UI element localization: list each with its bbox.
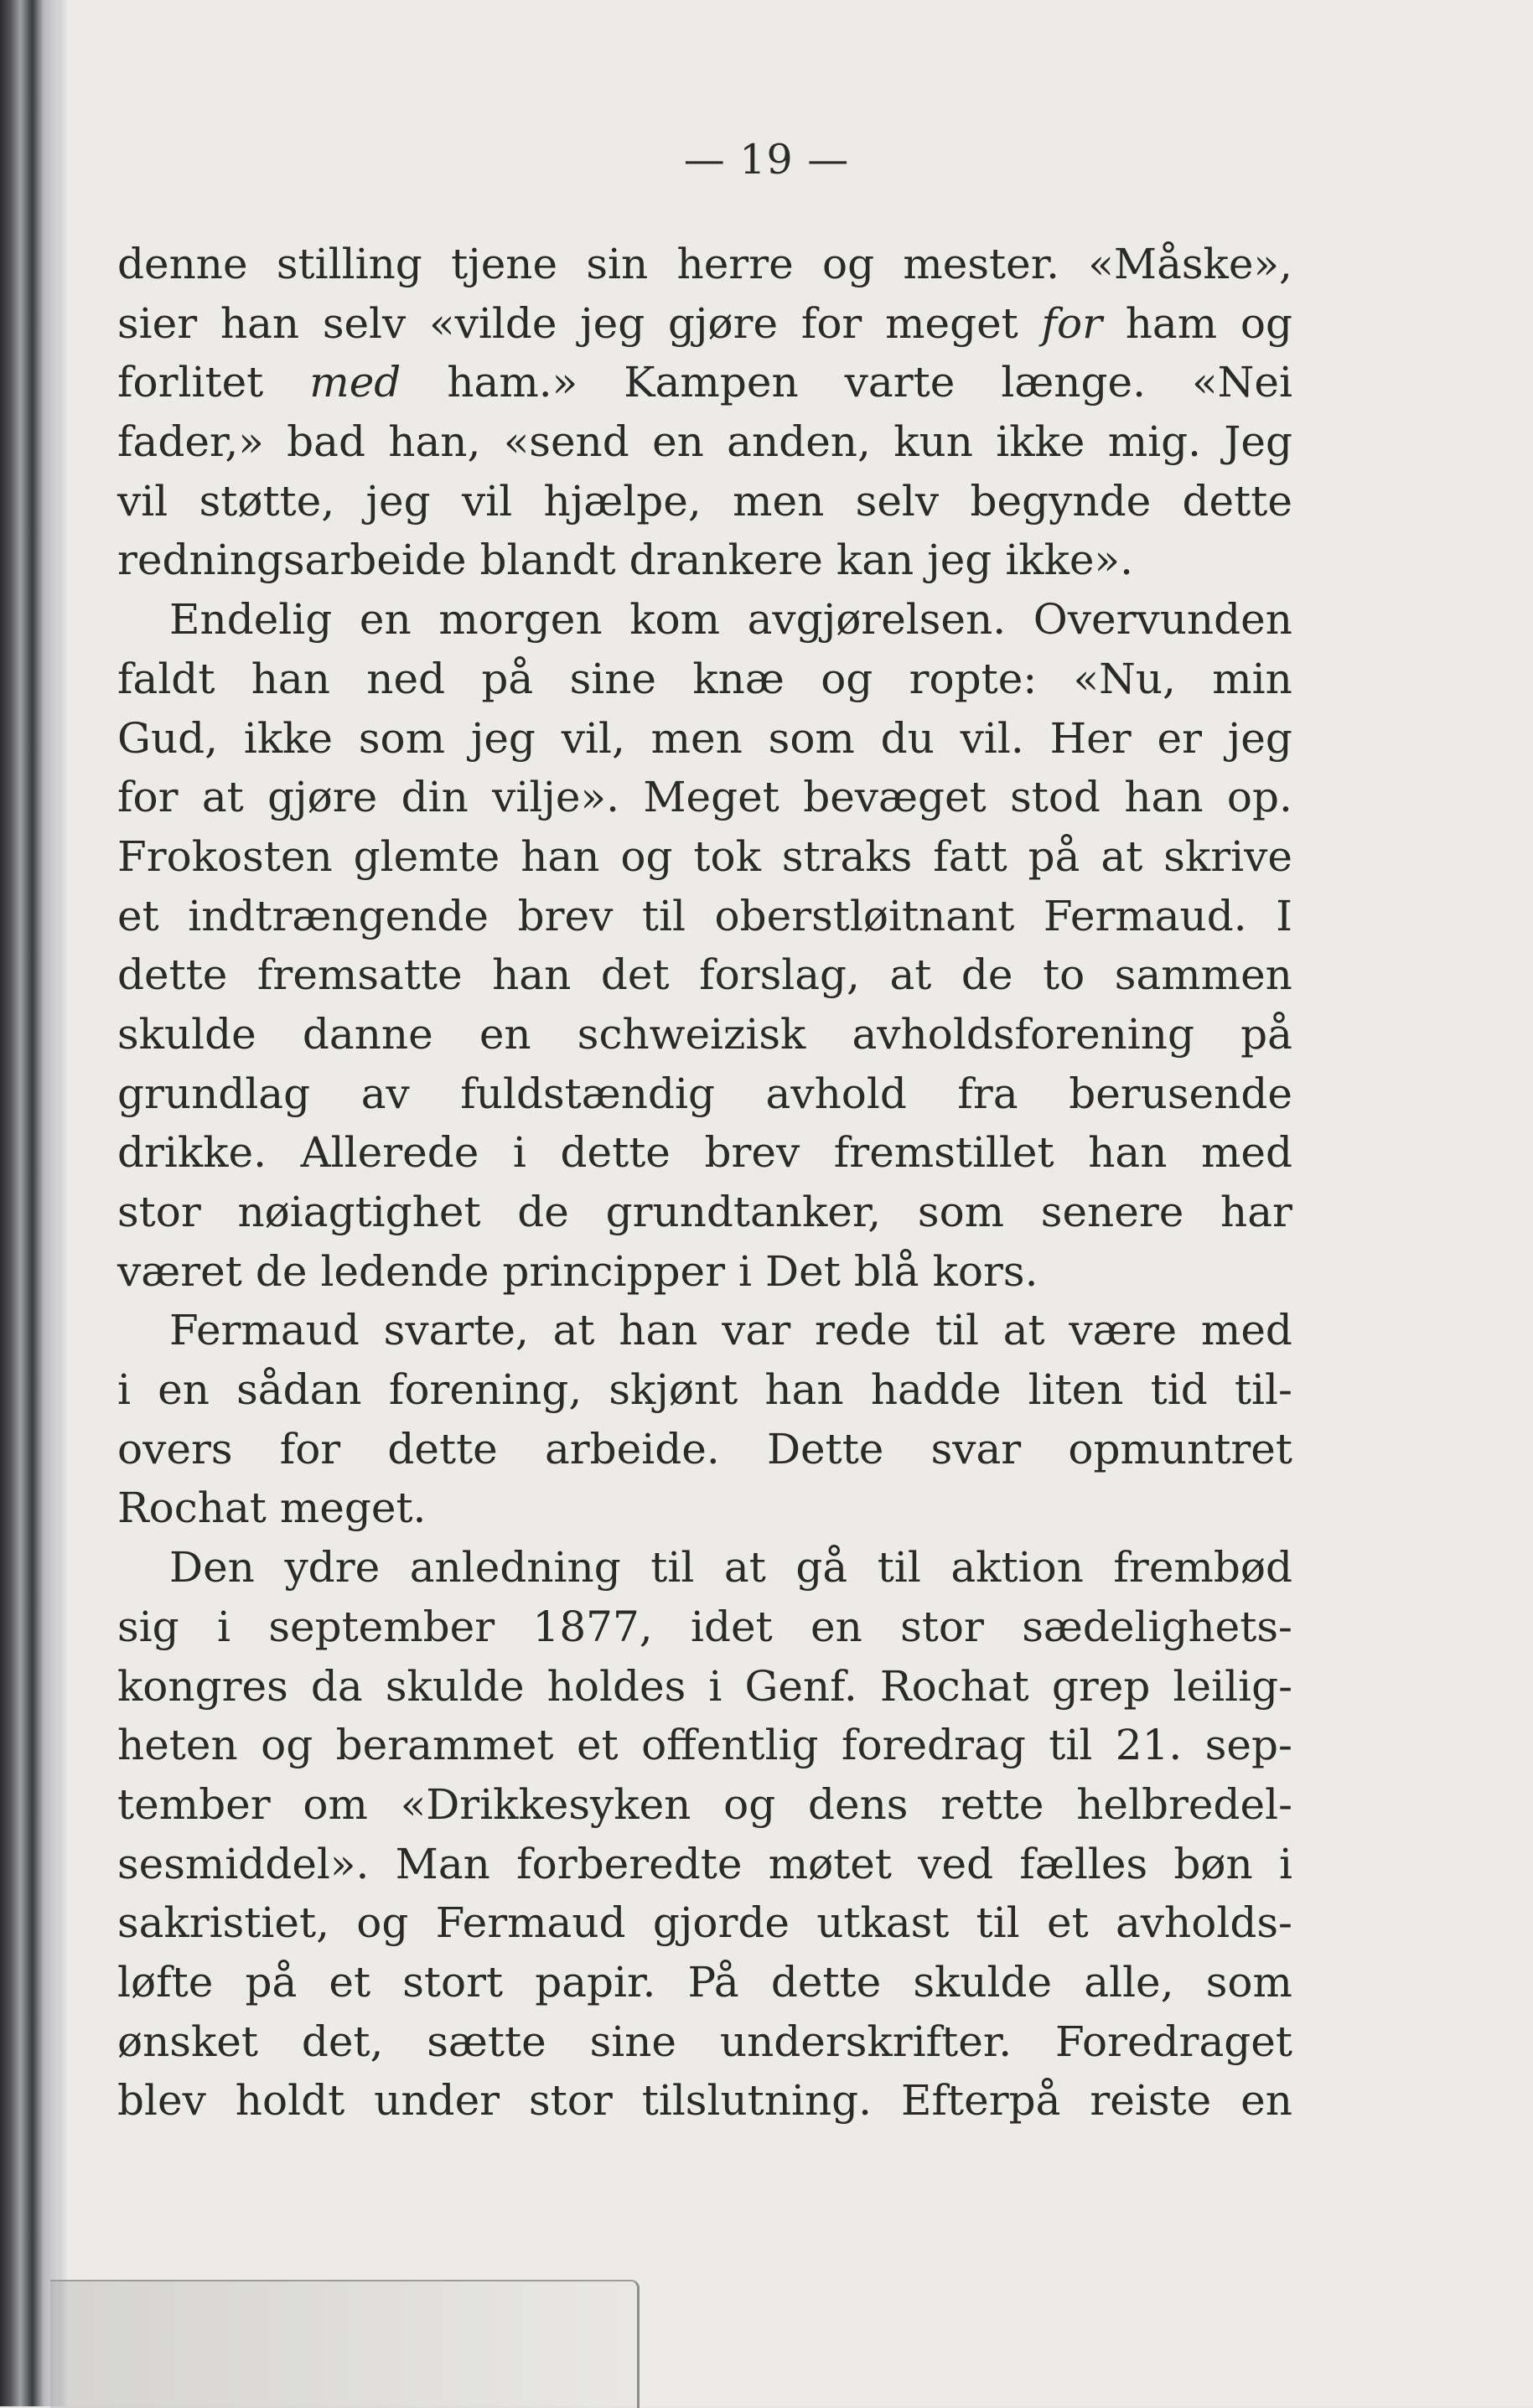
word: avholdsforening — [852, 1009, 1194, 1059]
word: Gud, — [117, 713, 219, 763]
word: mester. — [903, 240, 1060, 288]
word: i — [512, 1128, 526, 1178]
word: hjælpe, — [543, 476, 702, 526]
word: han — [220, 298, 300, 348]
word: ikke». — [1005, 536, 1133, 585]
word: «Drikkesyken — [400, 1779, 691, 1829]
word: frembød — [1113, 1543, 1292, 1592]
text-line — [117, 1775, 1292, 1835]
word: danne — [302, 1009, 433, 1059]
word: gjøre — [267, 773, 378, 822]
word: I — [1276, 891, 1292, 940]
word: tok — [693, 831, 761, 881]
word: han — [251, 654, 330, 703]
word: ikke — [996, 417, 1085, 467]
word: sin — [586, 240, 649, 288]
word: og — [620, 831, 673, 881]
word: principper — [502, 1246, 726, 1296]
word: dette — [770, 1957, 882, 2007]
page-number: — 19 — — [683, 136, 850, 184]
text-line — [117, 1478, 1292, 1538]
word: Den — [169, 1543, 255, 1592]
word: de — [517, 1188, 569, 1236]
text-line — [117, 1420, 1292, 1479]
word: Endelig — [169, 595, 333, 645]
word: skulde — [913, 1957, 1053, 2007]
word: skrive — [1163, 831, 1292, 881]
word: ham.» — [447, 358, 578, 407]
word: mig. — [1107, 417, 1202, 467]
word: at — [1002, 1306, 1045, 1355]
word: fatt — [933, 831, 1007, 881]
text-line — [117, 294, 1292, 354]
word: skjønt — [609, 1365, 738, 1415]
word: Efterpå — [901, 2076, 1061, 2126]
word: skulde — [117, 1009, 256, 1059]
word: de — [255, 1246, 308, 1296]
word: da — [310, 1661, 363, 1711]
word: to — [1043, 950, 1085, 1000]
word: anden, — [727, 417, 871, 467]
word: møtet — [768, 1839, 892, 1888]
text-line — [117, 2012, 1292, 2072]
word: alle, — [1084, 1957, 1174, 2007]
word: blandt — [479, 536, 616, 585]
text-line — [117, 1301, 1292, 1360]
word: stor — [529, 2076, 613, 2126]
word: et — [329, 1957, 371, 2007]
word: papir. — [535, 1957, 656, 2007]
word: Meget — [643, 773, 779, 822]
word: sier — [117, 298, 198, 348]
word: et — [576, 1721, 619, 1770]
word: glemte — [353, 831, 500, 881]
word: blev — [117, 2076, 206, 2126]
word: av — [360, 1069, 410, 1118]
word: overs — [117, 1424, 233, 1473]
word: tid — [1150, 1365, 1208, 1415]
word: meget. — [279, 1484, 427, 1533]
text-line — [117, 1005, 1292, 1064]
word: forberedte — [516, 1839, 743, 1888]
word: løfte — [117, 1957, 214, 2007]
word: kors. — [932, 1246, 1038, 1296]
word: til — [976, 1898, 1020, 1948]
word: jeg — [365, 476, 431, 526]
word: Her — [1049, 713, 1132, 763]
word: knæ — [692, 654, 785, 703]
word: i — [217, 1602, 230, 1651]
word: støtte, — [199, 476, 335, 526]
word: forening, — [388, 1365, 583, 1415]
word: til — [1049, 1721, 1093, 1770]
word: underskrifter. — [719, 2017, 1013, 2066]
word: ydre — [284, 1543, 381, 1592]
word: september — [268, 1602, 495, 1651]
word: tjene — [451, 240, 558, 288]
word: dette — [1182, 476, 1292, 526]
word: vil — [461, 476, 513, 526]
word: og — [723, 1779, 776, 1829]
word: anledning — [409, 1543, 621, 1592]
word: vil — [117, 476, 168, 526]
word: det — [600, 950, 670, 1000]
word: i — [117, 1365, 131, 1415]
word: forslag, — [699, 950, 860, 1000]
word: sådan — [236, 1365, 362, 1415]
word: som — [768, 713, 855, 763]
word: at — [201, 773, 244, 822]
word: «vilde — [429, 298, 557, 348]
word: Rochat — [879, 1661, 1029, 1711]
word: har — [1220, 1188, 1292, 1236]
text-line — [117, 235, 1292, 294]
word: at — [1101, 831, 1143, 881]
word: på — [481, 654, 534, 703]
word: en — [359, 595, 412, 645]
word: sesmiddel». — [117, 1839, 370, 1888]
word: de — [961, 950, 1013, 1000]
word: ham — [1125, 298, 1218, 348]
page-corner-shadow — [50, 2280, 640, 2408]
spine-edge — [59, 0, 67, 2406]
word: for — [800, 298, 862, 348]
word: være — [1069, 1306, 1178, 1355]
word: svar — [930, 1424, 1022, 1473]
word: 21. — [1115, 1721, 1183, 1770]
word: Allerede — [300, 1128, 479, 1178]
word: heten — [117, 1721, 238, 1770]
word: kongres — [117, 1661, 288, 1711]
word: brev — [517, 891, 614, 940]
word: tilslutning. — [641, 2076, 873, 2126]
word: jeg — [580, 298, 645, 348]
word: og — [1240, 298, 1292, 348]
text-line — [117, 887, 1292, 946]
word: kun — [893, 417, 973, 467]
word: drikke. — [117, 1128, 267, 1178]
word: for — [1041, 298, 1102, 348]
word: til — [935, 1306, 979, 1355]
word: indtrængende — [188, 891, 489, 940]
word: jeg — [470, 713, 536, 763]
word: jeg — [927, 536, 992, 585]
word: Det — [765, 1246, 841, 1296]
word: ikke — [243, 713, 334, 763]
word: selv — [322, 298, 407, 348]
word: en — [158, 1365, 210, 1415]
word: for — [279, 1424, 341, 1473]
word: stor — [900, 1602, 984, 1651]
word: reiste — [1090, 2076, 1212, 2126]
word: kan — [836, 536, 914, 585]
word: Fermaud — [435, 1898, 626, 1948]
word: at — [889, 950, 932, 1000]
word: dette — [387, 1424, 498, 1473]
word: blå — [853, 1246, 919, 1296]
text-line — [117, 353, 1292, 412]
word: Foredraget — [1054, 2017, 1292, 2066]
word: din — [401, 773, 469, 822]
word: «Måske», — [1088, 240, 1292, 288]
word: arbeide. — [544, 1424, 720, 1473]
word: faldt — [117, 654, 215, 703]
word: avholds- — [1116, 1898, 1292, 1948]
word: fuldstændig — [460, 1069, 715, 1118]
word: ropte: — [909, 654, 1038, 703]
word: til- — [1234, 1365, 1292, 1415]
word: sædelighets- — [1022, 1602, 1292, 1651]
text-line — [117, 1835, 1292, 1894]
word: han — [619, 1306, 698, 1355]
word: fader,» — [117, 417, 264, 467]
word: ned — [366, 654, 446, 703]
word: fremsatte — [256, 950, 463, 1000]
word: sætte — [427, 2017, 546, 2066]
word: en — [652, 417, 704, 467]
word: Frokosten — [117, 831, 333, 881]
word: grundlag — [117, 1069, 311, 1118]
text-line — [117, 1953, 1292, 2012]
word: fremstillet — [833, 1128, 1054, 1178]
word: vil, — [561, 713, 625, 763]
word: en — [1240, 2076, 1292, 2126]
word: Fermaud. — [1043, 891, 1247, 940]
text-line — [117, 1064, 1292, 1124]
word: sammen — [1114, 950, 1292, 1000]
word: op. — [1226, 773, 1292, 822]
word: længe. — [1001, 358, 1146, 407]
word: skulde — [385, 1661, 525, 1711]
word: han — [492, 950, 572, 1000]
word: gjøre — [668, 298, 779, 348]
word: sakristiet, — [117, 1898, 329, 1948]
text-line — [117, 650, 1292, 709]
word: På — [687, 1957, 739, 2007]
word: Fermaud — [169, 1306, 360, 1355]
word: drankere — [629, 536, 823, 585]
word: til — [650, 1543, 695, 1592]
word: liten — [1028, 1365, 1124, 1415]
word: som — [917, 1188, 1005, 1236]
word: schweizisk — [577, 1009, 806, 1059]
word: en — [479, 1009, 531, 1059]
word: rette — [940, 1779, 1044, 1829]
word: Overvunden — [1033, 595, 1292, 645]
word: i — [708, 1661, 722, 1711]
word: med — [1200, 1128, 1292, 1178]
word: vil. — [960, 713, 1024, 763]
word: stor — [117, 1188, 201, 1236]
word: sep- — [1204, 1721, 1292, 1770]
word: herre — [676, 240, 794, 288]
word: på — [245, 1957, 298, 2007]
word: at — [723, 1543, 766, 1592]
word: jeg — [1227, 713, 1292, 763]
word: stilling — [276, 240, 422, 288]
text-line — [117, 709, 1292, 769]
text-line — [117, 1242, 1292, 1302]
word: på — [1240, 1009, 1292, 1059]
word: til — [877, 1543, 921, 1592]
word: meget — [885, 298, 1018, 348]
word: om — [303, 1779, 368, 1829]
word: han, — [388, 417, 481, 467]
text-line — [117, 531, 1292, 590]
word: idet — [690, 1602, 773, 1651]
word: holdes — [546, 1661, 686, 1711]
word: fælles — [1019, 1839, 1148, 1888]
word: kom — [629, 595, 720, 645]
word: avhold — [765, 1069, 907, 1118]
text-line — [117, 1123, 1292, 1183]
word: det, — [301, 2017, 384, 2066]
word: ledende — [320, 1246, 489, 1296]
word: sine — [589, 2017, 677, 2066]
word: 1877, — [532, 1602, 653, 1651]
word: Genf. — [744, 1661, 857, 1711]
word: en — [811, 1602, 862, 1651]
word: utkast — [816, 1898, 950, 1948]
word: han — [764, 1365, 844, 1415]
word: Man — [395, 1839, 490, 1888]
word: varte — [844, 358, 956, 407]
word: Dette — [766, 1424, 884, 1473]
word: sine — [569, 654, 657, 703]
word: gjorde — [652, 1898, 790, 1948]
word: oberstløitnant — [714, 891, 1015, 940]
word: brev — [704, 1128, 800, 1178]
word: opmuntret — [1068, 1424, 1292, 1473]
word: som — [1205, 1957, 1292, 2007]
word: men — [733, 476, 825, 526]
word: og — [821, 240, 875, 288]
text-line — [117, 412, 1292, 472]
word: ved — [918, 1839, 994, 1888]
text-line — [117, 768, 1292, 827]
word: vilje». — [492, 773, 619, 822]
word: stort — [402, 1957, 504, 2007]
word: selv — [855, 476, 940, 526]
word: helbredel- — [1076, 1779, 1292, 1829]
text-line — [117, 1716, 1292, 1775]
word: redningsarbeide — [117, 536, 467, 585]
word: han — [1124, 773, 1204, 822]
text-line — [117, 1893, 1292, 1953]
word: bøn — [1173, 1839, 1253, 1888]
text-line — [117, 1538, 1292, 1598]
word: berusende — [1069, 1069, 1292, 1118]
word: var — [722, 1306, 791, 1355]
word: du — [880, 713, 935, 763]
word: et — [117, 891, 159, 940]
word: og — [821, 654, 873, 703]
word: gå — [795, 1543, 848, 1592]
text-line — [117, 1360, 1292, 1420]
word: er — [1157, 713, 1202, 763]
word: for — [117, 773, 179, 822]
word: «Nu, — [1073, 654, 1176, 703]
word: svarte, — [383, 1306, 529, 1355]
word: og — [261, 1721, 313, 1770]
word: et — [1047, 1898, 1089, 1948]
word: dette — [560, 1128, 671, 1178]
word: denne — [117, 240, 248, 288]
word: foredrag — [842, 1721, 1026, 1770]
word: senere — [1040, 1188, 1184, 1236]
word: med — [1200, 1306, 1292, 1355]
word: på — [1028, 831, 1080, 881]
word: straks — [781, 831, 913, 881]
body-text — [117, 235, 1292, 2131]
word: rede — [815, 1306, 912, 1355]
word: og — [356, 1898, 409, 1948]
word: begynde — [970, 476, 1152, 526]
word: grep — [1051, 1661, 1151, 1711]
word: bevæget — [803, 773, 987, 822]
text-line — [117, 1657, 1292, 1717]
text-line — [117, 945, 1292, 1005]
word: ønsket — [117, 2017, 258, 2066]
word: dens — [807, 1779, 909, 1829]
word: nøiagtighet — [237, 1188, 481, 1236]
text-line — [117, 1183, 1292, 1242]
word: leilig- — [1173, 1661, 1292, 1711]
text-line — [117, 827, 1292, 887]
word: tember — [117, 1779, 271, 1829]
word: fra — [957, 1069, 1018, 1118]
word: men — [650, 713, 743, 763]
word: min — [1212, 654, 1292, 703]
word: forlitet — [117, 358, 264, 407]
word: avgjørelsen. — [747, 595, 1007, 645]
word: aktion — [950, 1543, 1084, 1592]
word: været — [117, 1246, 242, 1296]
word: Kampen — [624, 358, 799, 407]
word: til — [641, 891, 686, 940]
word: Rochat — [117, 1484, 267, 1533]
word: bad — [287, 417, 365, 467]
word: «send — [503, 417, 629, 467]
text-line — [117, 2071, 1292, 2131]
word: som — [358, 713, 446, 763]
text-line — [117, 472, 1292, 531]
word: han — [520, 831, 600, 881]
word: dette — [117, 950, 228, 1000]
word: med — [309, 358, 401, 407]
word: grundtanker, — [605, 1188, 882, 1236]
word: under — [374, 2076, 500, 2126]
text-line — [117, 1598, 1292, 1657]
text-line — [117, 590, 1292, 650]
word: i — [738, 1246, 753, 1296]
word: berammet — [335, 1721, 554, 1770]
word: han — [1088, 1128, 1168, 1178]
word: at — [552, 1306, 595, 1355]
word: offentlig — [641, 1721, 819, 1770]
word: holdt — [235, 2076, 345, 2126]
word: hadde — [870, 1365, 1002, 1415]
word: «Nei — [1192, 358, 1292, 407]
word: stod — [1010, 773, 1101, 822]
word: morgen — [438, 595, 603, 645]
word: i — [1278, 1839, 1292, 1888]
book-spine — [0, 0, 59, 2406]
word: sig — [117, 1602, 179, 1651]
word: Jeg — [1224, 417, 1292, 467]
